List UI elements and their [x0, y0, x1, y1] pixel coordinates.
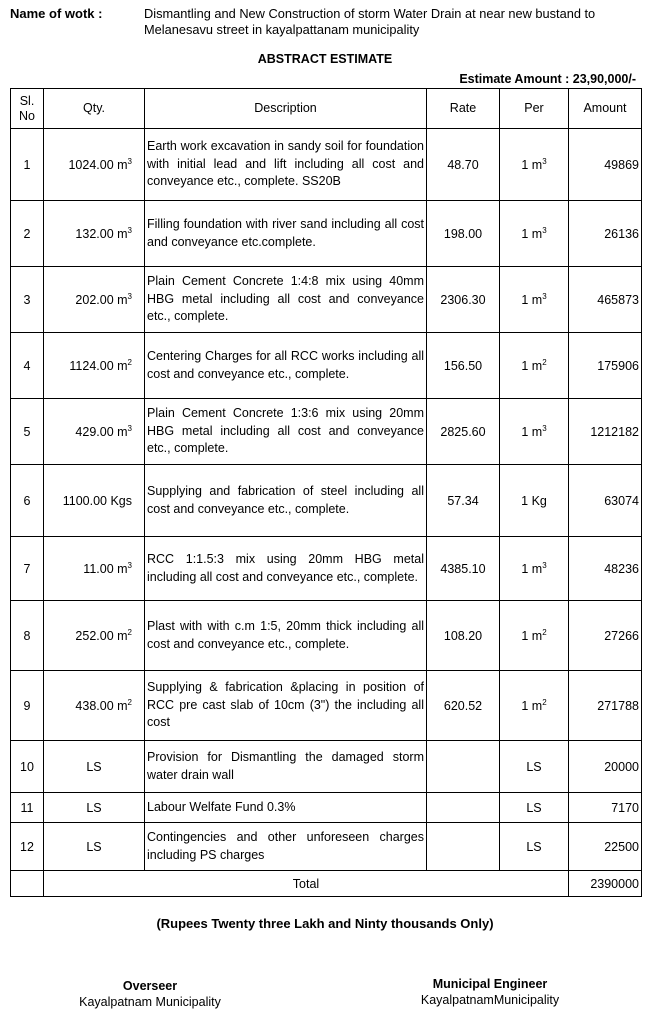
- cell-rate: [427, 793, 500, 823]
- cell-description: [145, 201, 427, 267]
- engineer-organization: KayalpatnamMunicipality: [420, 993, 560, 1007]
- cell-description: [145, 399, 427, 465]
- cell-rate-text: 2825.60: [440, 424, 486, 439]
- cell-rate: [427, 671, 500, 741]
- cell-amount-text: 27266: [604, 628, 639, 643]
- cell-per-text: 1 m: [521, 561, 543, 576]
- estimate-amount: Estimate Amount : 23,90,000/-: [459, 72, 636, 86]
- cell-description: [145, 129, 427, 201]
- total-blank-cell: [11, 871, 44, 897]
- cell-per: [500, 465, 569, 537]
- cell-sl-text: 4: [23, 358, 31, 373]
- cell-rate: [427, 129, 500, 201]
- cell-description-text: Provision for Dismantling the damaged storm water drain wall: [147, 750, 424, 782]
- cell-rate: [427, 741, 500, 793]
- cell-per-text: 1 m: [521, 292, 543, 307]
- cell-rate-text: 620.52: [443, 698, 483, 713]
- amount-in-words: (Rupees Twenty three Lakh and Ninty thousands Only): [156, 916, 494, 931]
- column-header-qty: Qty.: [44, 89, 145, 129]
- cell-amount: [569, 399, 642, 465]
- total-amount: 2390000: [569, 871, 642, 897]
- cell-per-unit-exponent: 2: [542, 357, 547, 367]
- cell-per-text: 1 Kg: [521, 493, 547, 508]
- table-row: [11, 201, 642, 267]
- cell-sl-text: 11: [20, 800, 34, 815]
- cell-description: [145, 793, 427, 823]
- cell-sl: [11, 465, 44, 537]
- cell-per: [500, 537, 569, 601]
- cell-description: [145, 267, 427, 333]
- cell-qty-text: 132.00 m: [75, 226, 128, 241]
- cell-per: [500, 671, 569, 741]
- column-header-sl: Sl. No: [11, 89, 44, 129]
- cell-description-text: Earth work excavation in sandy soil for foundation with initial lead and lift including all cost and conveyance etc., complete. SS20B: [147, 139, 424, 189]
- cell-amount-text: 22500: [604, 839, 639, 854]
- cell-per-text: LS: [526, 839, 542, 854]
- cell-qty: [44, 793, 145, 823]
- cell-qty: [44, 465, 145, 537]
- cell-per-text: 1 m: [521, 698, 543, 713]
- cell-qty: [44, 601, 145, 671]
- cell-rate-text: 198.00: [443, 226, 483, 241]
- table-body: [11, 129, 642, 871]
- cell-amount: [569, 465, 642, 537]
- cell-description-text: Contingencies and other unforeseen charges including PS charges: [147, 830, 424, 862]
- cell-sl: [11, 537, 44, 601]
- cell-amount-text: 7170: [611, 800, 639, 815]
- cell-sl: [11, 333, 44, 399]
- cell-amount: [569, 537, 642, 601]
- cell-sl-text: 1: [23, 157, 31, 172]
- cell-per-text: LS: [526, 759, 542, 774]
- cell-qty-text: 1124.00 m: [69, 358, 128, 373]
- engineer-signature-block: [390, 976, 590, 1008]
- cell-sl: [11, 129, 44, 201]
- cell-per-text: LS: [526, 800, 542, 815]
- cell-sl-text: 6: [23, 493, 31, 508]
- cell-amount: [569, 129, 642, 201]
- table-row: [11, 823, 642, 871]
- table-row: [11, 399, 642, 465]
- cell-sl-text: 8: [23, 628, 31, 643]
- cell-rate: [427, 537, 500, 601]
- cell-qty: [44, 537, 145, 601]
- cell-qty-unit-exponent: 2: [127, 627, 132, 637]
- cell-rate: [427, 201, 500, 267]
- cell-per: [500, 601, 569, 671]
- cell-per-unit-exponent: 2: [542, 697, 547, 707]
- cell-qty-text: LS: [86, 839, 102, 854]
- cell-qty: [44, 741, 145, 793]
- abstract-estimate-table: [10, 88, 642, 897]
- total-label: Total: [44, 871, 569, 897]
- cell-rate: [427, 823, 500, 871]
- engineer-title: Municipal Engineer: [432, 977, 548, 991]
- cell-description-text: Centering Charges for all RCC works including all cost and conveyance etc., complete.: [147, 349, 424, 381]
- cell-sl: [11, 267, 44, 333]
- cell-rate-text: 2306.30: [440, 292, 486, 307]
- cell-per-text: 1 m: [521, 157, 543, 172]
- cell-per: [500, 793, 569, 823]
- overseer-signature-block: [50, 978, 250, 1010]
- cell-rate-text: 57.34: [447, 493, 479, 508]
- cell-qty: [44, 267, 145, 333]
- cell-qty-unit-exponent: 2: [127, 697, 132, 707]
- cell-sl-text: 9: [23, 698, 31, 713]
- cell-amount: [569, 267, 642, 333]
- cell-per: [500, 267, 569, 333]
- cell-rate: [427, 333, 500, 399]
- cell-rate-text: 48.70: [447, 157, 479, 172]
- total-row: [11, 871, 642, 897]
- cell-amount-text: 271788: [597, 698, 639, 713]
- cell-description: [145, 741, 427, 793]
- cell-qty-text: 11.00 m: [83, 561, 128, 576]
- cell-amount: [569, 201, 642, 267]
- cell-qty-unit-exponent: 3: [127, 225, 132, 235]
- cell-sl: [11, 399, 44, 465]
- cell-sl: [11, 671, 44, 741]
- column-header-per: Per: [500, 89, 569, 129]
- cell-sl: [11, 741, 44, 793]
- cell-description-text: Plain Cement Concrete 1:4:8 mix using 40mm HBG metal including all cost and conveyance etc., complete.: [147, 274, 424, 324]
- cell-description: [145, 333, 427, 399]
- cell-per-text: 1 m: [521, 226, 543, 241]
- cell-qty: [44, 201, 145, 267]
- cell-qty: [44, 333, 145, 399]
- cell-qty-unit-exponent: 3: [127, 423, 132, 433]
- cell-qty-unit-exponent: 3: [127, 291, 132, 301]
- cell-amount-text: 63074: [604, 493, 639, 508]
- cell-description: [145, 671, 427, 741]
- cell-qty-text: 202.00 m: [75, 292, 128, 307]
- cell-rate: [427, 267, 500, 333]
- cell-amount: [569, 793, 642, 823]
- cell-amount: [569, 823, 642, 871]
- cell-qty-text: 1024.00 m: [68, 157, 128, 172]
- table-row: [11, 465, 642, 537]
- cell-sl: [11, 823, 44, 871]
- cell-amount-text: 49869: [604, 157, 639, 172]
- cell-per: [500, 823, 569, 871]
- table-row: [11, 537, 642, 601]
- overseer-title: Overseer: [122, 979, 178, 993]
- cell-amount-text: 20000: [604, 759, 639, 774]
- cell-description: [145, 465, 427, 537]
- cell-description-text: Supplying & fabrication &placing in position of RCC pre cast slab of 10cm (3") the including all cost: [147, 680, 424, 730]
- cell-rate: [427, 601, 500, 671]
- cell-sl-text: 10: [20, 759, 34, 774]
- cell-amount-text: 26136: [604, 226, 639, 241]
- cell-per-unit-exponent: 3: [542, 423, 547, 433]
- cell-description: [145, 537, 427, 601]
- cell-description-text: Plast with with c.m 1:5, 20mm thick including all cost and conveyance etc., complete.: [147, 619, 424, 651]
- cell-sl: [11, 793, 44, 823]
- cell-description-text: Filling foundation with river sand including all cost and conveyance etc.complete.: [147, 217, 424, 249]
- cell-qty-text: 252.00 m: [75, 628, 128, 643]
- table-row: [11, 333, 642, 399]
- cell-description-text: RCC 1:1.5:3 mix using 20mm HBG metal including all cost and conveyance etc., complete.: [147, 552, 424, 584]
- table-row: [11, 129, 642, 201]
- table-row: [11, 601, 642, 671]
- table-row: [11, 793, 642, 823]
- column-header-description: Description: [145, 89, 427, 129]
- cell-per-text: 1 m: [521, 358, 543, 373]
- table-row: [11, 671, 642, 741]
- cell-qty-text: 429.00 m: [75, 424, 128, 439]
- cell-rate: [427, 465, 500, 537]
- cell-qty-text: LS: [86, 800, 102, 815]
- cell-rate: [427, 399, 500, 465]
- cell-per: [500, 333, 569, 399]
- cell-per-unit-exponent: 3: [542, 225, 547, 235]
- cell-description-text: Supplying and fabrication of steel including all cost and conveyance etc., complete.: [147, 484, 424, 516]
- cell-qty-unit-exponent: 3: [127, 156, 132, 166]
- cell-sl-text: 7: [23, 561, 31, 576]
- cell-per: [500, 741, 569, 793]
- table-row: [11, 267, 642, 333]
- cell-qty: [44, 671, 145, 741]
- cell-per-unit-exponent: 2: [542, 627, 547, 637]
- cell-per-unit-exponent: 3: [542, 560, 547, 570]
- cell-sl-text: 12: [20, 839, 34, 854]
- cell-sl-text: 2: [23, 226, 31, 241]
- overseer-organization: Kayalpatnam Municipality: [79, 995, 221, 1009]
- cell-rate-text: 156.50: [443, 358, 483, 373]
- cell-description: [145, 601, 427, 671]
- cell-per-text: 1 m: [521, 424, 543, 439]
- cell-description-text: Plain Cement Concrete 1:3:6 mix using 20mm HBG metal including all cost and conveyance etc., complete.: [147, 406, 424, 456]
- cell-qty: [44, 399, 145, 465]
- cell-qty: [44, 823, 145, 871]
- cell-qty-text: 438.00 m: [75, 698, 128, 713]
- cell-amount: [569, 671, 642, 741]
- cell-sl: [11, 201, 44, 267]
- cell-per-unit-exponent: 3: [542, 291, 547, 301]
- cell-amount-text: 175906: [597, 358, 639, 373]
- document-title: ABSTRACT ESTIMATE: [257, 52, 393, 66]
- cell-qty-unit-exponent: 3: [127, 560, 132, 570]
- column-header-rate: Rate: [427, 89, 500, 129]
- table-header-row: [11, 89, 642, 129]
- cell-qty: [44, 129, 145, 201]
- cell-amount-text: 1212182: [590, 424, 639, 439]
- cell-qty-text: 1100.00 Kgs: [62, 493, 132, 508]
- cell-amount-text: 465873: [597, 292, 639, 307]
- cell-amount: [569, 741, 642, 793]
- cell-per: [500, 129, 569, 201]
- name-of-work-text: Dismantling and New Construction of storm Water Drain at near new bustand to Melanesavu street in kayalpattanam municipality: [144, 6, 596, 37]
- cell-per: [500, 399, 569, 465]
- cell-amount-text: 48236: [604, 561, 639, 576]
- cell-sl: [11, 601, 44, 671]
- cell-qty-unit-exponent: 2: [127, 357, 132, 367]
- cell-rate-text: 4385.10: [440, 561, 486, 576]
- cell-per: [500, 201, 569, 267]
- cell-sl-text: 5: [23, 424, 31, 439]
- table-row: [11, 741, 642, 793]
- cell-description: [145, 823, 427, 871]
- name-of-work-label: Name of wotk :: [10, 6, 103, 21]
- column-header-amount: Amount: [569, 89, 642, 129]
- cell-amount: [569, 333, 642, 399]
- cell-per-unit-exponent: 3: [542, 156, 547, 166]
- cell-rate-text: 108.20: [443, 628, 483, 643]
- cell-sl-text: 3: [23, 292, 31, 307]
- cell-qty-text: LS: [86, 759, 102, 774]
- cell-amount: [569, 601, 642, 671]
- cell-per-text: 1 m: [521, 628, 543, 643]
- cell-description-text: Labour Welfate Fund 0.3%: [147, 799, 296, 814]
